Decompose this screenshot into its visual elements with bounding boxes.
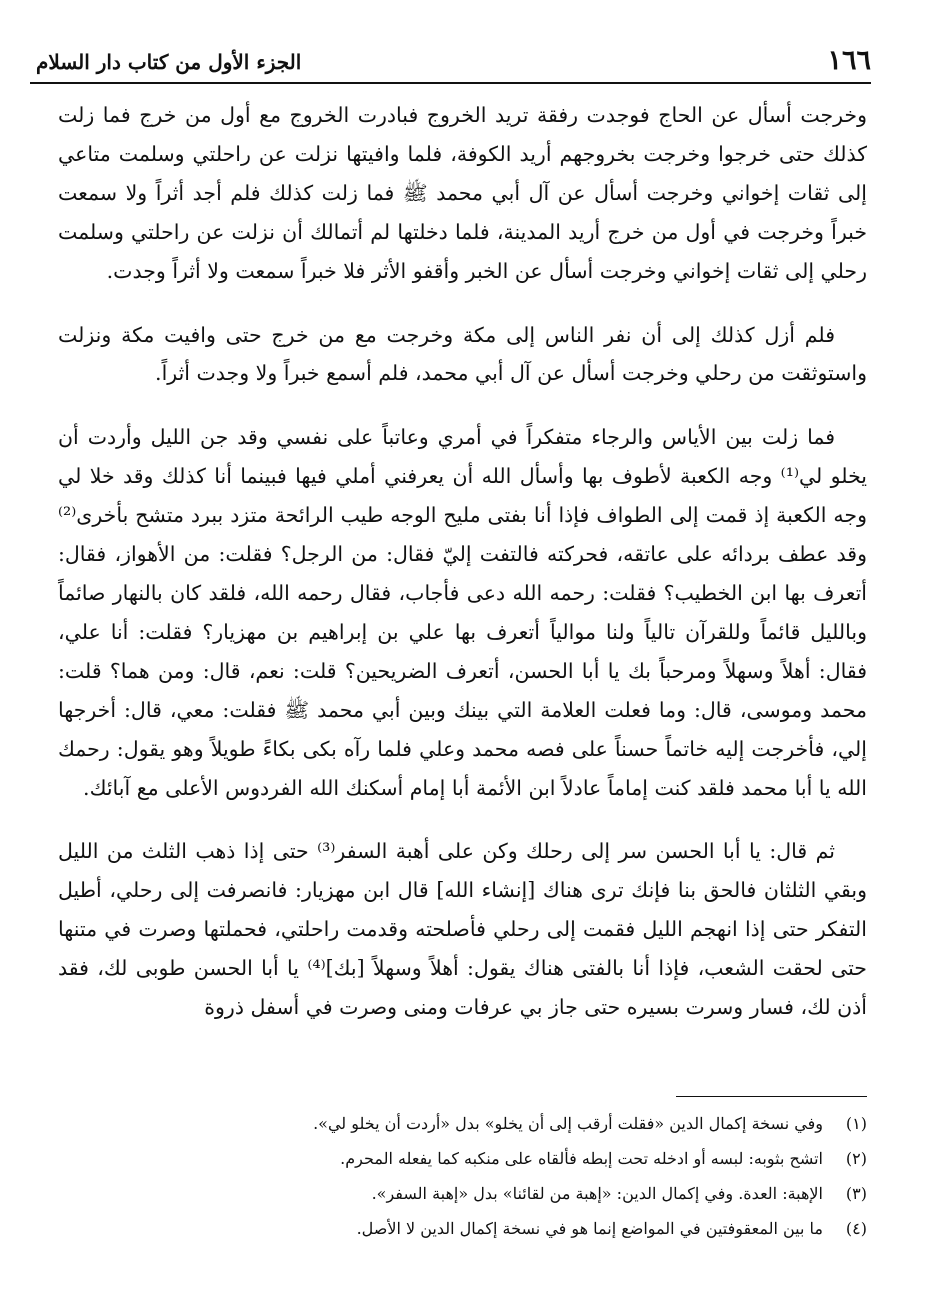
paragraph: وخرجت أسأل عن الحاج فوجدت رفقة تريد الخروج فبادرت الخروج مع أول من خرج فما زلت كذلك حتى خرجوا وخرجت بخروجهم أريد الكوفة، فلما وافيتها نزلت عن راحلتي وسلمت متاعي إلى ثقات إخواني وخرجت أسأل عن آل أبي محمد ﷺ فما زلت كذلك فلم أجد أثراً ولا سمعت خبراً وخرجت في أول من خرج أريد المدينة، فلما دخلتها لم أتمالك أن نزلت عن راحلتي وسلمت رحلي إلى ثقات إخواني وخرجت أسأل عن الخبر وأقفو الأثر فلا خبراً سمعت ولا أثراً وجدت.: [58, 103, 867, 283]
paragraph: فما زلت بين الأياس والرجاء متفكراً في أمري وعاتباً على نفسي وقد جن الليل وأردت أن يخلو لي⁽¹⁾ وجه الكعبة لأطوف بها وأسأل الله أن يعرفني أملي فيها فبينما أنا كذلك وقد خلا لي وجه الكعبة إذ قمت إلى الطواف فإذا أنا بفتى مليح الوجه طيب الرائحة متزد ببرد متشح بأخرى⁽²⁾ وقد عطف بردائه على عاتقه، فحركته فالتفت إليّ فقال: من الرجل؟ فقلت: من الأهواز، فقال: أتعرف بها ابن الخطيب؟ فقلت: رحمه الله دعى فأجاب، فقال رحمه الله، فلقد كان بالنهار صائماً وبالليل قائماً وللقرآن تالياً ولنا موالياً أتعرف بها علي بن إبراهيم بن مهزيار؟ فقلت: أنا علي، فقال: أهلاً وسهلاً ومرحباً بك يا أبا الحسن، أتعرف الضريحين؟ قلت: نعم، قال: ومن هما؟ قلت: محمد وموسى، قال: وما فعلت العلامة التي بينك وبين أبي محمد ﷺ فقلت: معي، قال: أخرجها إلي، فأخرجت إليه خاتماً حسناً على فصه محمد وعلي فلما رآه بكى بكاءً طويلاً وهو يقول: رحمك الله يا أبا محمد فلقد كنت إماماً عادلاً ابن الأئمة أبا إمام أسكنك الله الفردوس الأعلى مع آبائك.: [58, 425, 868, 800]
footnote: [58, 1141, 867, 1176]
footnotes: [58, 1106, 867, 1246]
paragraph: فلم أزل كذلك إلى أن نفر الناس إلى مكة وخرجت مع من خرج حتى وافيت مكة ونزلت واستوثقت من رحلي وخرجت أسأل عن آل أبي محمد، فلم أسمع خبراً ولا وجدت أثراً.: [58, 322, 867, 386]
footnote-text: ما بين المعقوفتين في المواضع إنما هو في نسخة إكمال الدين لا الأصل.: [356, 1219, 823, 1238]
paragraph: ثم قال: يا أبا الحسن سر إلى رحلك وكن على أهبة السفر⁽³⁾ حتى إذا ذهب الثلث من الليل وبقي الثلثان فالحق بنا فإنك ترى هناك [إنشاء الله] قال ابن مهزيار: فانصرفت إلى رحلي، أطيل التفكر حتى إذا انهجم الليل فقمت إلى رحلي فأصلحته وقدمت راحلتي، فحملتها وصرت في متنها حتى لحقت الشعب، فإذا أنا بالفتى هناك يقول: أهلاً وسهلاً [بك]⁽⁴⁾ يا أبا الحسن طوبى لك، فقد أذن لك، فسار وسرت بسيره حتى جاز بي عرفات ومنى وصرت في أسفل ذروة: [58, 839, 867, 1020]
footnote-rule: [676, 1096, 867, 1097]
footnote: [58, 1211, 867, 1246]
footnote: [58, 1106, 867, 1141]
footnote-number: (٤): [845, 1219, 867, 1238]
running-title: الجزء الأول من كتاب دار السلام: [36, 50, 302, 74]
body-text: [58, 96, 867, 1052]
footnote-text: وفي نسخة إكمال الدين «فقلت أرقب إلى أن يخلو» بدل «أردت أن يخلو لي».: [313, 1114, 823, 1133]
footnote: [58, 1176, 867, 1211]
page-header: [36, 32, 871, 82]
footnote-number: (١): [845, 1114, 867, 1133]
footnote-number: (٣): [845, 1184, 867, 1203]
footnote-number: (٢): [845, 1149, 867, 1168]
footnote-text: اتشح بثوبه: لبسه أو ادخله تحت إبطه فألقاه على منكبه كما يفعله المحرم.: [340, 1149, 823, 1168]
page-number: ١٦٦: [827, 45, 871, 76]
footnote-text: الإهبة: العدة. وفي إكمال الدين: «إهبة من لقائنا» بدل «إهبة السفر».: [371, 1184, 823, 1203]
header-rule: [30, 82, 871, 84]
